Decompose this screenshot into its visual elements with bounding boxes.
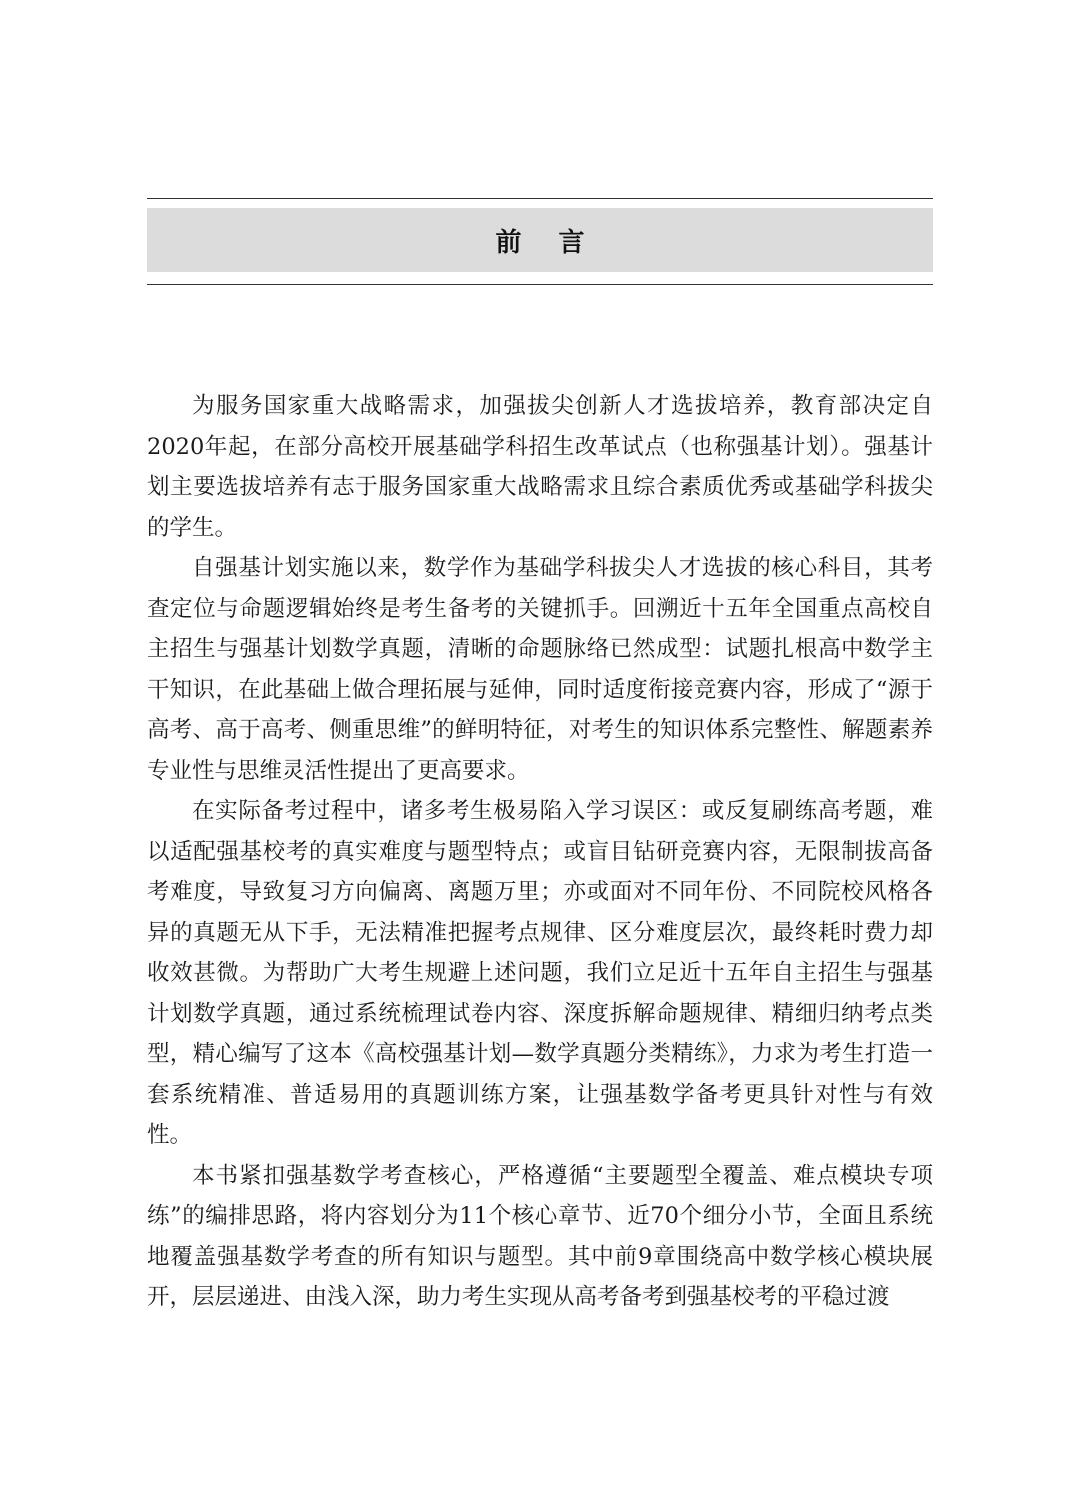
section-title-bar	[147, 208, 933, 272]
title-bottom-rule	[147, 284, 933, 285]
paragraph: 为服务国家重大战略需求，加强拔尖创新人才选拔培养，教育部决定自2020年起，在部分高校开展基础学科招生改革试点（也称强基计划）。强基计划主要选拔培养有志于服务国家重大战略需求且综合素质优秀或基础学科拔尖的学生。	[147, 393, 933, 541]
paragraph: 自强基计划实施以来，数学作为基础学科拔尖人才选拔的核心科目，其考查定位与命题逻辑始终是考生备考的关键抓手。回溯近十五年全国重点高校自主招生与强基计划数学真题，清晰的命题脉络已然成型：试题扎根高中数学主干知识，在此基础上做合理拓展与延伸，同时适度衔接竞赛内容，形成了“源于高考、高于高考、侧重思维”的鲜明特征，对考生的知识体系完整性、解题素养专业性与思维灵活性提出了更高要求。	[147, 555, 933, 784]
paragraph: 本书紧扣强基数学考查核心，严格遵循“主要题型全覆盖、难点模块专项练”的编排思路，将内容划分为11个核心章节、近70个细分小节，全面且系统地覆盖强基数学考查的所有知识与题型。其中前9章围绕高中数学核心模块展开，层层递进、由浅入深，助力考生实现从高考备考到强基校考的平稳过渡	[147, 1162, 933, 1310]
paragraph: 在实际备考过程中，诸多考生极易陷入学习误区：或反复刷练高考题，难以适配强基校考的真实难度与题型特点；或盲目钻研竞赛内容，无限制拔高备考难度，导致复习方向偏离、离题万里；亦或面对不同年份、不同院校风格各异的真题无从下手，无法精准把握考点规律、区分难度层次，最终耗时费力却收效甚微。为帮助广大考生规避上述问题，我们立足近十五年自主招生与强基计划数学真题，通过系统梳理试卷内容、深度拆解命题规律、精细归纳考点类型，精心编写了这本《高校强基计划—数学真题分类精练》，力求为考生打造一套系统精准、普适易用的真题训练方案，让强基数学备考更具针对性与有效性。	[147, 798, 933, 1148]
page-title: 前 言	[495, 227, 599, 258]
title-top-rule	[147, 198, 933, 199]
preface-body	[147, 386, 933, 1318]
